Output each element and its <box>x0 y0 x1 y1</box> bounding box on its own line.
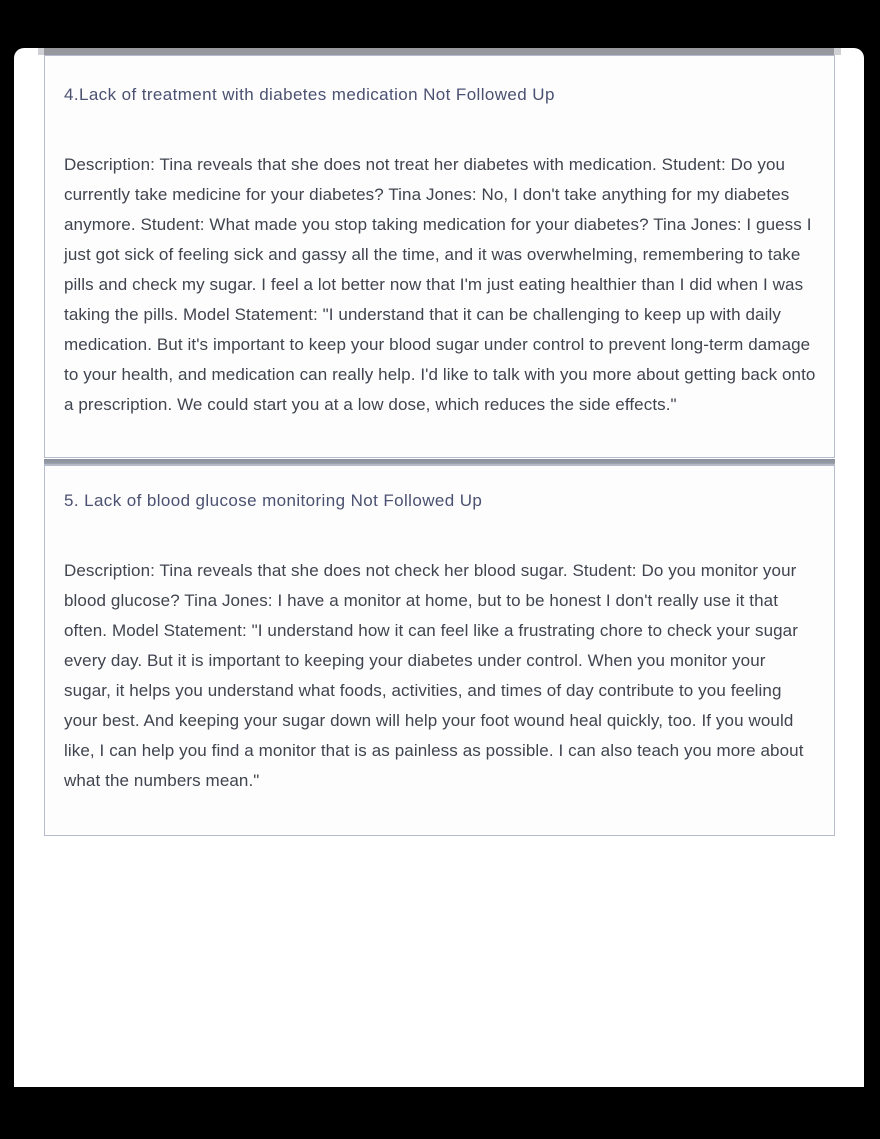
finding-card-4 <box>44 55 835 458</box>
finding-card-5 <box>44 465 835 836</box>
finding-title-5: 5. Lack of blood glucose monitoring Not Followed Up <box>64 491 483 510</box>
finding-title-4: 4.Lack of treatment with diabetes medication Not Followed Up <box>64 85 555 104</box>
finding-description-5: Description: Tina reveals that she does not check her blood sugar. Student: Do you monitor your blood glucose? Tina Jones: I have a monitor at home, but to be honest I don't really use it that often. Model Statement: "I understand how it can feel like a frustrating chore to check your sugar every day. But it is important to keeping your diabetes under control. When you monitor your sugar, it helps you understand what foods, activities, and times of day contribute to you feeling your best. And keeping your sugar down will help your foot wound heal quickly, too. If you would like, I can help you find a monitor that is as painless as possible. I can also teach you more about what the numbers mean." <box>64 561 804 790</box>
document-page <box>14 48 864 1087</box>
cutoff-panel-edge-inner <box>44 48 834 55</box>
cutoff-panel-edge <box>38 48 841 55</box>
finding-description-4: Description: Tina reveals that she does not treat her diabetes with medication. Student: Do you currently take medicine for your diabetes? Tina Jones: No, I don't take anything for my diabetes anymore. Student: What made you stop taking medication for your diabetes? Tina Jones: I guess I just got sick of feeling sick and gassy all the time, and it was overwhelming, remembering to take pills and check my sugar. I feel a lot better now that I'm just eating healthier than I did when I was taking the pills. Model Statement: "I understand that it can be challenging to keep up with daily medication. But it's important to keep your blood sugar under control to prevent long-term damage to your health, and medication can really help. I'd like to talk with you more about getting back onto a prescription. We could start you at a low dose, which reduces the side effects." <box>64 155 816 414</box>
